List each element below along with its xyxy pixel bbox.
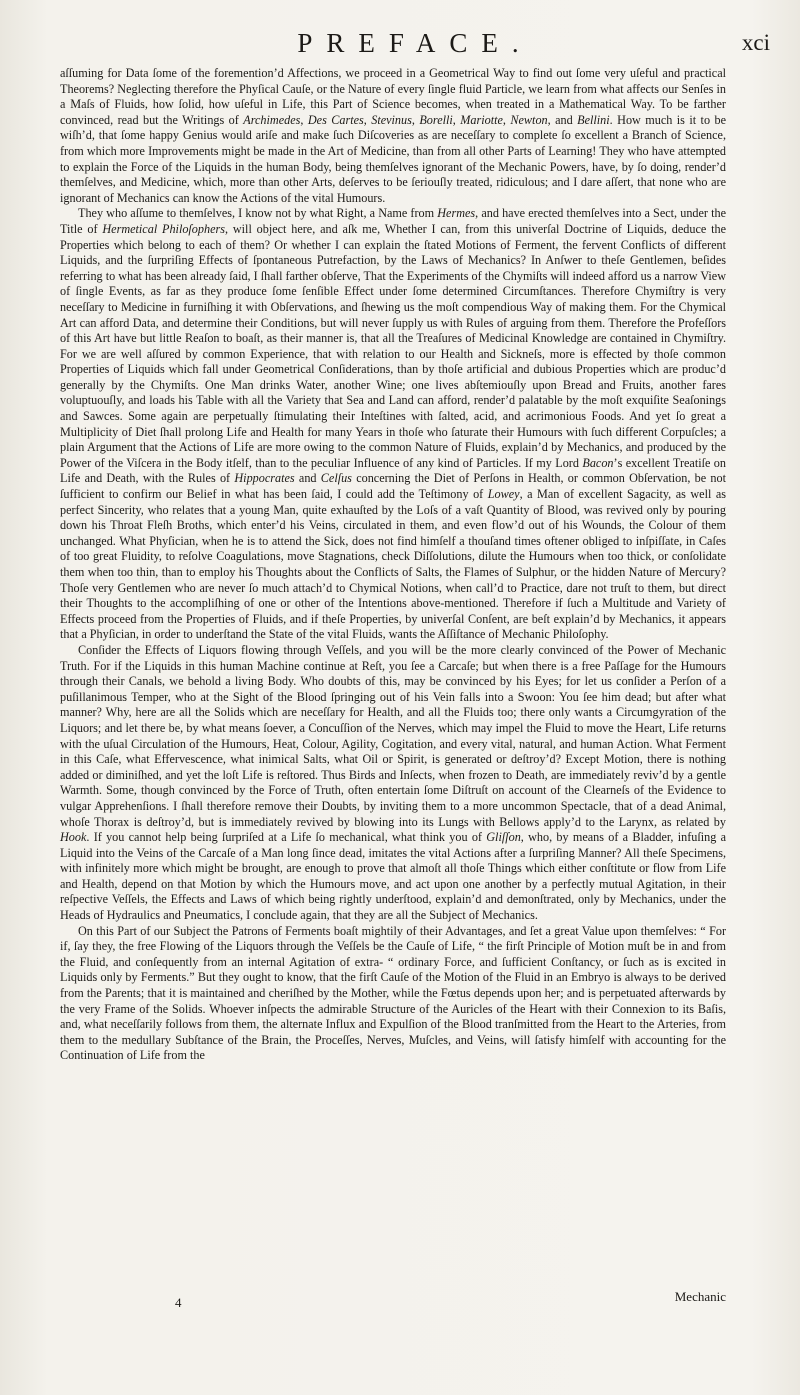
paragraph (60, 206, 726, 643)
italic-text-run: Hippocrates (234, 471, 295, 486)
text-run: , and have erected themſelves into a Sect, under the Title of (60, 206, 726, 236)
signature-mark: 4 (175, 1295, 182, 1310)
italic-text-run: Hermes (437, 206, 476, 221)
paragraph (60, 66, 726, 206)
italic-text-run: Mariotte (460, 112, 503, 127)
text-run: , and (547, 112, 578, 127)
body-text (60, 66, 726, 1064)
text-run: On this Part of our Subject the Patrons of Ferments boaſt mightily of their Advantages, and ſet a great Value upon themſelves: “ For if, ſay they, the free Flowing of the Liquors through the Veſſels be the Cauſe of Life, “ the firſt Principle of Motion muſt be in and from the Fluid, and conſequently from an internal Agitation of extra- “ ordinary Force, and ſufficient Conſtancy, or ſuch as is excited in Liquids only by Ferments.” But they ought to know, that the firſt Cauſe of the Motion of the Fluid in an Embryo is always to be derived from the Parents; that it is maintained and cheriſhed by the Mother, while the Fœtus depends upon her; and is perpetuated afterwards by the very Frame of the Solids. Whoever inſpects the admirable Structure of the Auricles of the Heart with their Connexion to its Baſis, and, what neceſſarily follows from them, the alternate Influx and Expulſion of the Blood tranſmitted from the Heart to the Arteries, from them to the medullary Subſtance of the Brain, the Proceſſes, Nerves, Muſcles, and Veins, will ſatisfy himſelf with accounting for the Continuation of Life from the (60, 923, 726, 1063)
text-run: , a Man of excellent Sagacity, as well as perfect Sincerity, who relates that a young Man, quite exhauſted by the Loſs of a vaſt Quantity of Blood, was revived only by pouring down his Throat Fleſh Broths, which enterʼd his Veins, circulated in them, and even flowʼd out of his Wounds, the Colour of them unchanged. What Phyſician, when he is to attend the Sick, does not find himſelf a thouſand times oftener obliged to inſpiſſate, in Caſes of too great Fluidity, to reſolve Coagulations, move Stagnations, check Diſſolutions, dilute the Humours when too thick, or conſolidate them when too thin, than to employ his Thoughts about the Conflicts of Salts, the Flames of Sulphur, or the hidden Nature of Mercury? Thoſe very Gentlemen who are never ſo much attachʼd to Chymical Notions, when callʼd to Practice, dare not truſt to them, but direct their Thoughts to the accompliſhing of one or other of the Intentions above-mentioned. Therefore if ſuch a Multitude and Variety of Effects proceed from the Properties of Fluids, and if theſe Properties, by univerſal Conſent, are beſt explainʼd by Mechanics, it appears that a Phyſician, in order to underſtand the State of the vital Fluids, wants the Aſſiſtance of Mechanic Philoſophy. (60, 487, 726, 642)
text-run: , (363, 112, 372, 127)
text-run: , (502, 112, 511, 127)
italic-text-run: Hermetical Philoſophers (102, 221, 225, 236)
text-run: . If you cannot help being ſurpriſed at a Life ſo mechanical, what think you of (86, 830, 487, 845)
text-run: ʼs excellent Treatiſe on Life and Death, with the Rules of (60, 455, 726, 486)
italic-text-run: Bacon (582, 455, 614, 470)
text-run: They who aſſume to themſelves, I know not by what Right, a Name from (78, 206, 438, 221)
italic-text-run: Des Cartes (307, 112, 364, 127)
running-head (60, 28, 770, 68)
text-run: , (300, 112, 308, 127)
page-number: xci (741, 30, 770, 55)
text-run: Conſider the Effects of Liquors flowing through Veſſels, and you will be the more clearly convinced of the Power of Mechanic Truth. For if the Liquids in this human Machine continue at Reſt, you ſee a Carcaſe; but when there is a free Paſſage for the Humours through their Canals, we behold a living Body. Who doubts of this, may be convinced by his Eyes; for let us conſider a Perſon of a puſillanimous Temper, who at the Sight of the Blood ſpringing out of his Vein falls into a Swoon: You ſee him dead; but after what manner? Why, here are all the Solids which are neceſſary for Health, and all the Fluids too; there only wants a Circumgyration of the Liquors; and let there be, by what means ſoever, a Concuſſion of the Nerves, which may impel the Fluid to move the Heart, Life returns with the uſual Circulation of the Humours, Heat, Colour, Agility, Cogitation, and every vital, natural, and human Action. What Ferment in this Caſe, what Effervescence, what inimical Salts, what Oil or Spirit, is generated or deſtroyʼd? Except Motion, there is nothing added or diminiſhed, and yet the loſt Life is reſtored. Thus Birds and Inſects, when frozen to Death, are immediately revivʼd by a gentle Warmth. Some, though convinced by the Force of Truth, often entertain ſome Diſtruſt on account of the Clearneſs of the Evidence to vulgar Apprehenſions. I ſhall therefore remove their Doubts, by inviting them to a more uncommon Spectacle, that of a dead Animal, whoſe Thorax is deſtroyʼd, but is immediately revived by blowing into its Lungs with Bellows applyʼd to the Larynx, as related by (60, 642, 726, 829)
page-title: PREFACE. (297, 28, 533, 58)
text-run: concerning the Diet of Perſons in Health, or common Obſervation, be not ſufficient to confirm our Belief in what has been ſaid, I could add the Teſtimony of (60, 471, 726, 502)
catchword: Mechanic (674, 1289, 726, 1304)
page-footer (60, 1289, 726, 1315)
italic-text-run: Newton (510, 112, 548, 127)
paragraph (60, 643, 726, 924)
italic-text-run: Hook (60, 830, 87, 845)
italic-text-run: Gliſſon (486, 830, 521, 845)
italic-text-run: Bellini (577, 112, 610, 127)
text-run: . How much is it to be wiſhʼd, that ſome happy Genius would ariſe and make ſuch Diſcoveries as are neceſſary to complete ſo excellent a Branch of Science, from which more Improvements might be made in the Art of Medicine, than from all other Parts of Learning! They who have attempted to explain the Force of the Liquids in the human Body, being themſelves ignorant of the Mechanic Powers, have, by ſo doing, renderʼd themſelves, and Medicine, which, more than other Arts, deſerves to be ſeriouſly treated, ridiculous; and I dare aſſert, that none who are ignorant of Mechanics can know the Actions of the vital Humours. (60, 112, 726, 205)
text-run: , will object here, and aſk me, Whether I can, from this univerſal Doctrine of Liquids, deduce the Properties which belong to each of them? Or whether I can explain the ſtated Motions of Ferment, the fervent Conflicts of different Liquids, and the ſurpriſing Effects of ſpontaneous Putrefaction, by the Laws of Mechanics? In Anſwer to theſe Gentlemen, beſides referring to what has been already ſaid, I ſhall farther obſerve, That the Experiments of the Chymiſts will indeed afford us a narrow View of ſingle Events, as far as they produce ſome ſenſible Effect under ſome determined Circumſtances. Therefore Chymiſtry is very neceſſary to Medicine in furniſhing it with Obſervations, and ſhewing us the moſt compendious Way of making them. For the Chymical Art can afford Data, and determine their Conditions, but will never ſupply us with Rules of arguing from them. Therefore the Profeſſors of this Art have but little Reaſon to boaſt, as their manner is, that all the Treaſures of Medicinal Knowledge are contained in Chymiſtry. For we are well aſſured by common Experience, that with relation to our Health and Sickneſs, more is effected by thoſe common Properties of Liquids which fall under Geometrical Conſiderations, than by thoſe artificial and dubious Properties which are producʼd generally by the Chymiſts. One Man drinks Water, another Wine; one lives abſtemiouſly upon Bread and Fruits, another fares voluptuouſly, and loads his Table with all the Variety that Sea and Land can afford, renderʼd palatable by the moſt exquiſite Seaſonings and Sawces. Some again are perpetually ſtimulating their Inteſtines with ſalted, acid, and acrimonious Foods. And yet ſo great a Multiplicity of Diet ſhall prolong Life and Health for many Years in thoſe who ſaturate their Humours with ſuch different Corpuſcles; a plain Argument that the Actions of Life are more owing to the common Nature of Fluids, explainʼd by Mechanics, and produced by the Power of the Viſcera in the Body itſelf, than to the peculiar Influence of any kind of Particles. If my Lord (60, 221, 726, 470)
italic-text-run: Lowey (487, 487, 520, 502)
italic-text-run: Borelli (419, 112, 453, 127)
text-run: , (452, 112, 461, 127)
text-run: aſſuming for Data ſome of the forementionʼd Affections, we proceed in a Geometrical Way to find out ſome very uſeful and practical Theorems? Neglecting therefore the Phyſical Cauſe, or the Nature of every ſingle fluid Particle, we learn from what affects our Senſes in a Maſs of Fluids, how ſolid, how uſeful in Life, this Part of Science becomes, when treated in a Mathematical Way. To be farther convinced, read but the Writings of (60, 66, 726, 127)
italic-text-run: Stevinus (371, 112, 412, 127)
italic-text-run: Archimedes (243, 112, 301, 127)
text-run: , (411, 112, 420, 127)
paragraph (60, 924, 726, 1064)
text-run: and (294, 471, 321, 486)
text-run: , who, by means of a Bladder, infuſing a Liquid into the Veins of the Carcaſe of a Man long ſince dead, imitates the vital Actions after a ſurpriſing Manner? All theſe Specimens, with infinitely more which might be brought, are enough to prove that almoſt all thoſe Things which either conſtitute or flow from Life and Health, depend on that Motion by which the Humours move, and act upon one another by a perfectly mutual Agitation, in their reſpective Veſſels, the Effects and Laws of which being rightly underſtood, explainʼd and demonſtrated, only by Mechanics, under the Heads of Hydraulics and Pneumatics, I conclude again, that they are all the Subject of Mechanics. (60, 830, 726, 923)
italic-text-run: Celſus (320, 471, 352, 486)
